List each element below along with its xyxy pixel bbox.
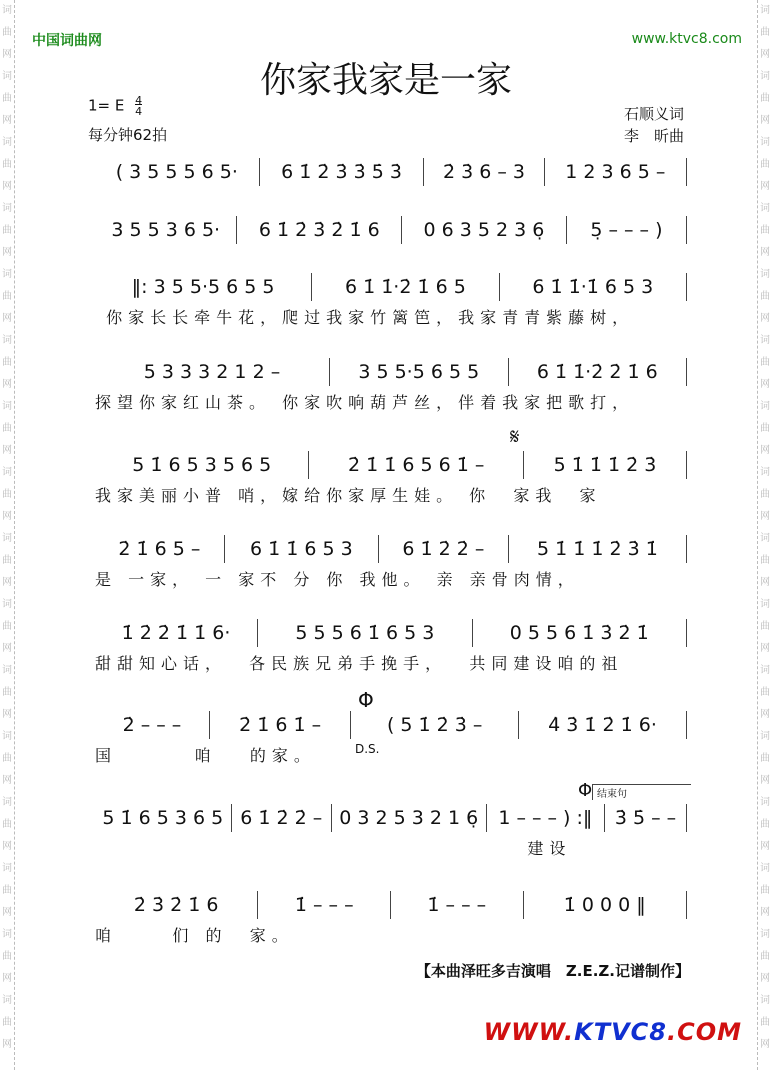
watermark-char: 词 xyxy=(2,599,12,610)
measure: ( 3 5 5 5 6 5· xyxy=(95,158,260,186)
watermark-char: 网 xyxy=(760,511,770,522)
measure: 1̇ – – – xyxy=(258,891,391,919)
measure: 1̇ 0 0 0 ‖ xyxy=(524,891,687,919)
coda-mark: Φ xyxy=(358,688,374,712)
measure: 1̇ – – – xyxy=(391,891,524,919)
watermark xyxy=(0,990,14,1056)
watermark-char: 曲 xyxy=(760,621,770,632)
watermark-char: 曲 xyxy=(2,951,12,962)
song-title: 你家我家是一家 xyxy=(259,60,512,101)
measure: 0 6 3 5 2 3 6̣ xyxy=(402,216,567,244)
measure: 6 1̇ 1̇·2̇ 1̇ 6 5 xyxy=(312,273,499,301)
tempo: 每分钟62拍 xyxy=(88,126,168,144)
watermark xyxy=(0,924,14,990)
watermark-char: 词 xyxy=(2,269,12,280)
watermark-char: 曲 xyxy=(760,357,770,368)
watermark-char: 网 xyxy=(760,973,770,984)
notes-line xyxy=(95,273,687,301)
watermark-char: 词 xyxy=(2,203,12,214)
logo-part: WWW. xyxy=(483,1018,575,1046)
measure: 6 1̇ 2̇ 2̇ – xyxy=(379,535,509,563)
measure: 6 1̇ 1̇·2̇ 2̇ 1̇ 6 xyxy=(509,358,688,386)
watermark-char: 曲 xyxy=(760,93,770,104)
watermark-char: 词 xyxy=(760,929,770,940)
watermark-char: 网 xyxy=(2,511,12,522)
lyrics-line: 甜甜知心话， 各民族兄弟手挽手， 共同建设咱的祖 xyxy=(95,654,624,673)
logo-part: KTVC8 xyxy=(574,1018,667,1046)
site-url[interactable]: www.ktvc8.com xyxy=(631,31,742,47)
measure: 1 2 3 6 5 – xyxy=(545,158,687,186)
watermark-char: 网 xyxy=(2,775,12,786)
measure: 3 5 5 3 6 5· xyxy=(95,216,237,244)
score-row xyxy=(95,711,687,765)
measure: ( 5 1̇ 2̇ 3̇ – xyxy=(351,711,519,739)
notes-line xyxy=(95,804,687,832)
watermark-strip-left xyxy=(0,0,15,1070)
lyrics-line: 国 咱 的家。 xyxy=(95,746,316,765)
score-row xyxy=(95,891,687,945)
watermark-char: 曲 xyxy=(2,687,12,698)
watermark-char: 词 xyxy=(2,401,12,412)
notes-line xyxy=(95,711,687,739)
measure: 2̇ – – – xyxy=(95,711,210,739)
measure: 0 3 2 5 3 2 1 6̣ xyxy=(332,804,487,832)
lyrics-line xyxy=(95,248,687,270)
watermark-char: 词 xyxy=(760,533,770,544)
measure: 4̇ 3̇ 1̇ 2̇ 1̇ 6· xyxy=(519,711,687,739)
lyricist: 石顺义词 xyxy=(623,105,684,123)
measure: 3 5 5·5 6 5 5 xyxy=(330,358,509,386)
key-signature xyxy=(88,95,142,117)
lyrics-line: 探望你家红山茶。 你家吹响葫芦丝，伴着我家把歌打， xyxy=(95,393,635,412)
watermark xyxy=(0,264,14,330)
watermark-char: 词 xyxy=(2,533,12,544)
watermark xyxy=(0,198,14,264)
watermark-char: 曲 xyxy=(760,489,770,500)
watermark-char: 网 xyxy=(2,181,12,192)
watermark-char: 词 xyxy=(760,467,770,478)
watermark-char: 网 xyxy=(760,313,770,324)
measure: 5 1̇ 1̇ 1̇ 2̇ 3̇ xyxy=(524,451,687,479)
watermark-char: 曲 xyxy=(760,819,770,830)
watermark-char: 网 xyxy=(760,907,770,918)
watermark-char: 曲 xyxy=(760,291,770,302)
watermark-char: 曲 xyxy=(760,1017,770,1028)
measure: 2̇ 3̇ 6 – 3 xyxy=(424,158,544,186)
watermark-char: 网 xyxy=(2,643,12,654)
watermark-char: 曲 xyxy=(2,819,12,830)
measure: 5 3 3 3 2 1 2 – xyxy=(95,358,330,386)
watermark xyxy=(0,792,14,858)
watermark-char: 曲 xyxy=(2,885,12,896)
lyrics-line: 是 一家， 一 家不 分 你 我他。 亲 亲骨肉情， xyxy=(95,570,580,589)
watermark-char: 曲 xyxy=(760,555,770,566)
watermark xyxy=(758,924,772,990)
watermark-char: 网 xyxy=(2,247,12,258)
lyrics-line: 咱 们 的 家。 xyxy=(95,926,294,945)
measure: 6 1̇ 1̇·1̇ 6 5 3 xyxy=(500,273,687,301)
notes-line xyxy=(95,216,687,244)
score-row xyxy=(95,535,687,589)
watermark-char: 词 xyxy=(760,335,770,346)
measure: ‖: 3 5 5·5 6 5 5 xyxy=(95,273,312,301)
watermark xyxy=(0,660,14,726)
watermark xyxy=(758,330,772,396)
coda-mark-ending: Φ xyxy=(578,780,593,801)
watermark-strip-right xyxy=(757,0,772,1070)
watermark xyxy=(0,132,14,198)
notes-line xyxy=(95,891,687,919)
measure: 2̇ 1̇ 1̇ 6 5 6 1̇ – xyxy=(309,451,523,479)
watermark xyxy=(758,198,772,264)
watermark xyxy=(758,660,772,726)
watermark-char: 词 xyxy=(760,5,770,16)
key-label: 1= E xyxy=(88,96,125,115)
watermark-char: 曲 xyxy=(760,423,770,434)
watermark-char: 词 xyxy=(760,137,770,148)
watermark-char: 网 xyxy=(2,709,12,720)
watermark xyxy=(758,264,772,330)
watermark-char: 词 xyxy=(2,797,12,808)
lyrics-line: 你家长长牵牛花，爬过我家竹篱笆，我家青青紫藤树， xyxy=(95,308,635,327)
watermark-char: 词 xyxy=(2,995,12,1006)
watermark xyxy=(0,462,14,528)
watermark-char: 词 xyxy=(760,731,770,742)
lyrics-line: 我家美丽小普 哨，嫁给你家厚生娃。 你 家我 家 xyxy=(95,486,602,505)
score-row xyxy=(95,358,687,412)
watermark-char: 词 xyxy=(760,995,770,1006)
watermark-char: 曲 xyxy=(760,753,770,764)
notes-line xyxy=(95,358,687,386)
watermark xyxy=(0,528,14,594)
watermark-char: 曲 xyxy=(760,159,770,170)
ds-mark: D.S. xyxy=(355,742,380,756)
watermark-char: 曲 xyxy=(2,27,12,38)
watermark-char: 曲 xyxy=(760,27,770,38)
watermark-char: 网 xyxy=(760,379,770,390)
measure: 1̇ 2̇ 2̇ 1̇ 1̇ 6· xyxy=(95,619,258,647)
credits xyxy=(624,103,684,147)
ending-label: 结束句 xyxy=(592,784,691,800)
watermark-char: 网 xyxy=(2,313,12,324)
watermark-char: 词 xyxy=(2,71,12,82)
watermark-char: 词 xyxy=(760,269,770,280)
watermark-char: 曲 xyxy=(2,357,12,368)
watermark-char: 曲 xyxy=(760,885,770,896)
watermark-char: 网 xyxy=(760,1039,770,1050)
score-row xyxy=(95,158,687,212)
watermark-char: 词 xyxy=(760,203,770,214)
site-logo[interactable] xyxy=(484,1018,742,1046)
watermark xyxy=(758,462,772,528)
watermark-char: 曲 xyxy=(2,1017,12,1028)
watermark-char: 曲 xyxy=(2,225,12,236)
time-signature xyxy=(135,95,142,117)
watermark xyxy=(0,396,14,462)
score-row xyxy=(95,273,687,327)
watermark-char: 曲 xyxy=(760,687,770,698)
measure: 2̇ 3̇ 2̇ 1̇ 6 xyxy=(95,891,258,919)
watermark xyxy=(758,396,772,462)
site-name[interactable]: 中国词曲网 xyxy=(32,33,102,49)
watermark-char: 词 xyxy=(2,731,12,742)
watermark-char: 词 xyxy=(2,335,12,346)
watermark-char: 曲 xyxy=(2,489,12,500)
watermark-char: 曲 xyxy=(2,159,12,170)
watermark-char: 词 xyxy=(2,5,12,16)
watermark xyxy=(758,528,772,594)
watermark-char: 网 xyxy=(760,643,770,654)
watermark-char: 曲 xyxy=(760,225,770,236)
watermark-char: 网 xyxy=(760,115,770,126)
watermark-char: 曲 xyxy=(2,291,12,302)
watermark xyxy=(0,594,14,660)
score-row xyxy=(95,216,687,270)
watermark-char: 网 xyxy=(2,907,12,918)
watermark-char: 词 xyxy=(2,137,12,148)
watermark-char: 网 xyxy=(2,973,12,984)
watermark-char: 网 xyxy=(2,445,12,456)
watermark-char: 网 xyxy=(760,445,770,456)
measure: 6 1̇ 2̇ 2̇ – xyxy=(232,804,332,832)
lyrics-line xyxy=(95,190,687,212)
score-row xyxy=(95,804,687,858)
watermark-char: 词 xyxy=(760,797,770,808)
watermark-char: 网 xyxy=(2,379,12,390)
watermark-char: 曲 xyxy=(760,951,770,962)
lyrics-line: 建设 xyxy=(95,839,572,858)
watermark-char: 网 xyxy=(2,115,12,126)
time-top: 4 xyxy=(135,94,143,107)
watermark-char: 网 xyxy=(760,709,770,720)
watermark xyxy=(758,726,772,792)
watermark-char: 网 xyxy=(760,247,770,258)
measure: 5 1̇ 1̇ 1̇ 2̇ 3̇ 1̇ xyxy=(509,535,687,563)
segno-mark: 𝄋 xyxy=(510,425,520,450)
composer: 李 昕曲 xyxy=(623,127,684,145)
watermark xyxy=(0,330,14,396)
watermark-char: 词 xyxy=(2,929,12,940)
watermark xyxy=(758,792,772,858)
measure: 6 1̇ 2̇ 3̇ 2̇ 1̇ 6 xyxy=(237,216,402,244)
measure: 2̇ 1̇ 6 1̇ – xyxy=(210,711,351,739)
watermark-char: 网 xyxy=(2,1039,12,1050)
watermark-char: 网 xyxy=(2,49,12,60)
watermark-char: 词 xyxy=(2,665,12,676)
watermark-char: 网 xyxy=(2,577,12,588)
watermark-char: 词 xyxy=(760,665,770,676)
watermark xyxy=(758,990,772,1056)
measure: 0 5 5 6 1̇ 3̇ 2̇ 1̇ xyxy=(473,619,687,647)
watermark xyxy=(758,594,772,660)
measure: 5 1̇ 6 5 3 5 6 5 xyxy=(95,451,309,479)
measure: 5̣ – – – ) xyxy=(567,216,687,244)
time-bottom: 4 xyxy=(135,105,143,118)
watermark xyxy=(0,858,14,924)
watermark-char: 网 xyxy=(760,181,770,192)
footer-credit: 【本曲泽旺多吉演唱 Z.E.Z.记谱制作】 xyxy=(415,962,690,980)
measure: 1 – – – ) :‖ xyxy=(487,804,605,832)
watermark xyxy=(758,132,772,198)
watermark-char: 词 xyxy=(760,71,770,82)
watermark-char: 曲 xyxy=(2,423,12,434)
notes-line xyxy=(95,619,687,647)
score-row xyxy=(95,619,687,673)
measure: 5 5 5 6 1̇ 6 5 3 xyxy=(258,619,472,647)
watermark-char: 词 xyxy=(760,863,770,874)
measure: 2̇ 1̇ 6 5 – xyxy=(95,535,225,563)
watermark-char: 词 xyxy=(760,401,770,412)
measure: 6 1̇ 1̇ 6 5 3 xyxy=(225,535,379,563)
watermark-char: 曲 xyxy=(2,555,12,566)
watermark xyxy=(758,858,772,924)
watermark-char: 网 xyxy=(760,775,770,786)
watermark-char: 词 xyxy=(2,863,12,874)
notes-line xyxy=(95,535,687,563)
measure: 6 1̇ 2̇ 3̇ 3̇ 5̇ 3̇ xyxy=(260,158,425,186)
watermark-char: 词 xyxy=(760,599,770,610)
watermark-char: 曲 xyxy=(2,753,12,764)
notes-line xyxy=(95,451,687,479)
watermark-char: 曲 xyxy=(2,621,12,632)
logo-part: .COM xyxy=(666,1018,742,1046)
measure: 5 1̇ 6 5 3 6 5 xyxy=(95,804,232,832)
watermark-char: 网 xyxy=(760,49,770,60)
watermark-char: 网 xyxy=(760,841,770,852)
watermark-char: 词 xyxy=(2,467,12,478)
notes-line xyxy=(95,158,687,186)
watermark-char: 网 xyxy=(2,841,12,852)
watermark-char: 网 xyxy=(760,577,770,588)
watermark xyxy=(0,726,14,792)
watermark-char: 曲 xyxy=(2,93,12,104)
score-row xyxy=(95,451,687,505)
measure: 3̇ 5̇ – – xyxy=(605,804,687,832)
